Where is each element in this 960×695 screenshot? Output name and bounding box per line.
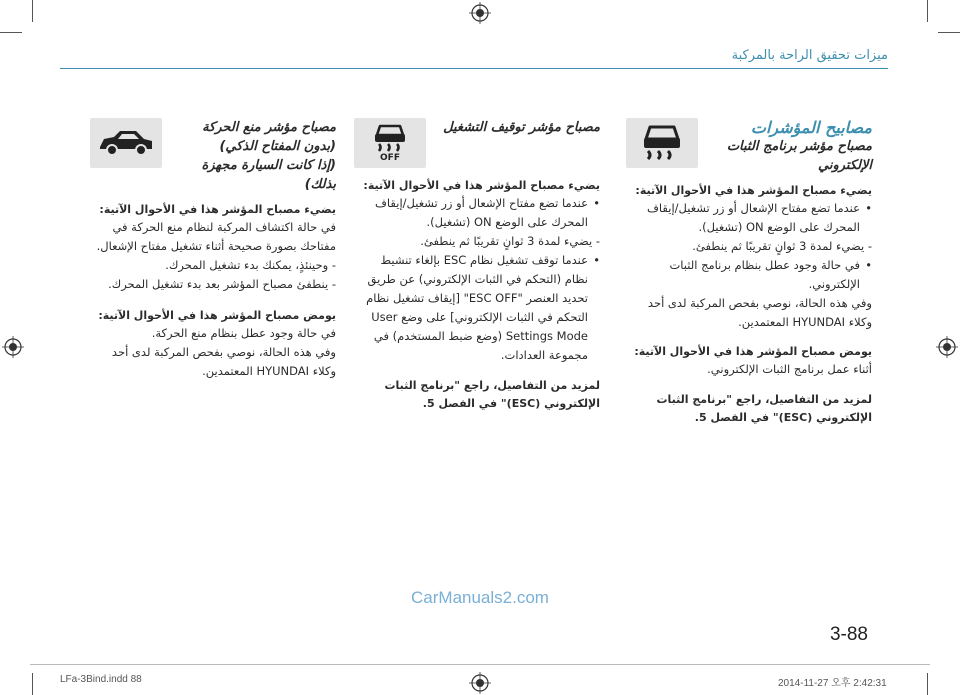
note-text: وفي هذه الحالة، نوصي بفحص المركبة لدى أحد وكلاء HYUNDAI المعتمدين. [111, 345, 336, 378]
bullet-item: • في حالة وجود عطل بنظام برنامج الثبات الإلكتروني. [626, 256, 872, 294]
sub-item: - يضيء لمدة 3 ثوانٍ تقريبًا ثم ينطفئ. [692, 239, 872, 253]
item-title: (إذا كانت السيارة مجهزة بذلك) [201, 158, 336, 192]
reference-text: لمزيد من التفاصيل، راجع "برنامج الثبات الإلكتروني (ESC)" في الفصل 5. [656, 393, 872, 424]
icon-box [90, 118, 162, 168]
page-header [60, 48, 888, 69]
footer-date: 2014-11-27 오후 2:42:31 [778, 678, 887, 689]
subheading: يضيء مصباح المؤشر هذا في الأحوال الآتية: [99, 203, 336, 216]
watermark: CarManuals2.com [411, 588, 549, 607]
bullet-item: • عندما تضع مفتاح الإشعال أو زر تشغيل/إيقاف المحرك على الوضع ON (تشغيل). [354, 194, 600, 232]
footer-divider [30, 664, 930, 665]
car-side-icon [96, 127, 156, 159]
registration-mark-icon [469, 672, 491, 694]
crop-mark [0, 32, 22, 33]
body-text: في حالة اكتشاف المركبة لنظام منع الحركة في مفتاحك بصورة صحيحة أثناء تشغيل مفتاح الإشعال. [96, 220, 336, 253]
registration-mark-icon [2, 336, 24, 358]
item-title: (بدون المفتاح الذكي) [219, 139, 336, 154]
crop-mark [927, 673, 928, 695]
reference-text: لمزيد من التفاصيل، راجع "برنامج الثبات الإلكتروني (ESC)" في الفصل 5. [384, 379, 600, 410]
icon-box [354, 118, 426, 168]
footer-file: LFa-3Bind.indd 88 [60, 674, 142, 685]
subheading: يضيء مصباح المؤشر هذا في الأحوال الآتية: [363, 179, 600, 192]
item-title: مصباح مؤشر منع الحركة [202, 120, 336, 135]
sub-item: - وحينئذٍ، يمكنك بدء تشغيل المحرك. [165, 258, 336, 272]
item-title: الإلكتروني [818, 158, 872, 173]
column-esc-off-indicator [354, 118, 600, 413]
item-title: مصباح مؤشر برنامج الثبات [726, 139, 872, 154]
bullet-item: • عندما تضع مفتاح الإشعال أو زر تشغيل/إيقاف المحرك على الوضع ON (تشغيل). [626, 199, 872, 237]
off-label: OFF [380, 153, 400, 163]
header-title: ميزات تحقيق الراحة بالمركبة [731, 48, 888, 63]
car-slip-icon [640, 123, 684, 163]
crop-mark [927, 0, 928, 22]
icon-box [626, 118, 698, 168]
crop-mark [938, 32, 960, 33]
subheading: يومض مصباح المؤشر هذا في الأحوال الآتية: [98, 309, 336, 322]
subheading: يضيء مصباح المؤشر هذا في الأحوال الآتية: [635, 184, 872, 197]
subheading: يومض مصباح المؤشر هذا في الأحوال الآتية: [634, 345, 872, 358]
sub-item: - يضيء لمدة 3 ثوانٍ تقريبًا ثم ينطفئ. [420, 234, 600, 248]
page-number: 3-88 [829, 624, 868, 645]
item-title: مصباح مؤشر توقيف التشغيل [443, 120, 600, 135]
registration-mark-icon [469, 2, 491, 24]
crop-mark [32, 0, 33, 22]
column-esc-indicator [626, 118, 872, 427]
body-text: أثناء عمل برنامج الثبات الإلكتروني. [707, 362, 872, 376]
sub-item: - ينطفئ مصباح المؤشر بعد بدء تشغيل المحرك. [108, 277, 336, 291]
note-text: وفي هذه الحالة، نوصي بفحص المركبة لدى أحد وكلاء HYUNDAI المعتمدين. [647, 296, 872, 329]
bullet-item: • عندما توقف تشغيل نظام ESC بإلغاء تنشيط نظام (التحكم في الثبات الإلكتروني) عن طريق تحديد العنصر "ESC OFF" [إيقاف تشغيل نظام التحكم في الثبات الإلكتروني] على وضع User Settings Mode (وضع ضبط المستخدم) في مجموعة العدادات. [354, 251, 600, 365]
esc-off-icon [372, 123, 408, 153]
body-text: في حالة وجود عطل بنظام منع الحركة. [151, 326, 336, 340]
section-title: مصابيح المؤشرات [750, 118, 872, 137]
registration-mark-icon [936, 336, 958, 358]
column-immobilizer-indicator [90, 118, 336, 381]
crop-mark [32, 673, 33, 695]
